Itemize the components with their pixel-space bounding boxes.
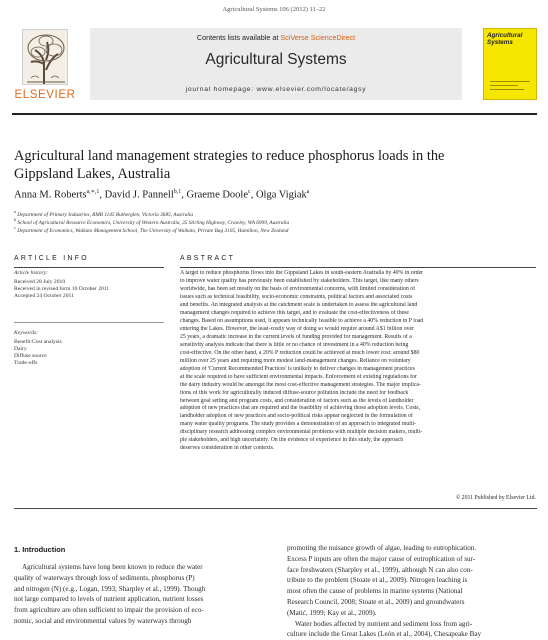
abstract-line: disciplinary research addressing complex environmental problems with multiple decision makers, multi- bbox=[180, 429, 423, 436]
intro-line: Research Council, 2008; Stoate et al., 2009) and groundwaters bbox=[287, 597, 465, 606]
author-affiliation-marks[interactable]: a bbox=[306, 189, 310, 195]
keyword-item: Diffuse source bbox=[14, 353, 47, 359]
intro-left-column bbox=[14, 562, 266, 627]
affiliation-b: $^b$ School of Agricultural Resource Economics, University of Western Australia, 35 Stirling Highway, Crawley, WA 6009, Australia bbox=[14, 217, 290, 226]
abstract-line: sensitivity analysis indicate that there is little or no chance of investment in a 40% reduction being bbox=[180, 341, 409, 348]
article-info-rule bbox=[14, 267, 164, 268]
abstract-line: entering the Lakes. However, the least-costly way of doing so would require around A$1 billion over bbox=[180, 325, 414, 332]
intro-line: nomic, social and environmental values by waterways through bbox=[14, 616, 192, 625]
intro-line: Excess P inputs are often the major cause of eutrophication of sur- bbox=[287, 554, 476, 563]
journal-homepage-line bbox=[90, 86, 462, 93]
abstract-line: changes. Based on assumptions used, it appears technically feasible to achieve a 40% reduction in P load bbox=[180, 317, 424, 324]
header-rule bbox=[12, 113, 537, 115]
cover-title: Agricultural Systems bbox=[487, 32, 523, 46]
intro-line: quality of waterways through loss of sediments, phosphorus (P) bbox=[14, 573, 195, 582]
abstract-line: adoption of new practices that are required and the feasibility of achieving those adoption levels. Costs, bbox=[180, 405, 421, 412]
copyright-notice: © 2011 Published by Elsevier Ltd. bbox=[455, 495, 536, 501]
article-history-label: Article history: bbox=[14, 270, 49, 276]
author-separator: , bbox=[99, 189, 105, 201]
author-name[interactable]: Anna M. Roberts bbox=[14, 189, 87, 201]
abstract-line: 25 years, a dramatic increase in the current levels of funding provided for management. Results of a bbox=[180, 333, 412, 340]
intro-line: Agricultural systems have long been known to reduce the water bbox=[22, 563, 203, 571]
abstract-line: issues such as technical feasibility, socio-economic constraints, political factors and associated costs bbox=[180, 293, 413, 300]
intro-line: most often the cause of problems in marine systems (National bbox=[287, 587, 463, 596]
abstract-line: deserves consideration in other contexts. bbox=[180, 445, 275, 452]
author-name[interactable]: David J. Pannell bbox=[104, 189, 174, 201]
keywords-rule bbox=[14, 322, 164, 323]
cover-pattern-icon bbox=[488, 51, 532, 95]
keyword-item: Trade-offs bbox=[14, 360, 38, 366]
author-affiliation-marks[interactable]: b,1 bbox=[173, 189, 182, 195]
keywords-label: Keywords: bbox=[14, 330, 39, 336]
abstract-line: at the scale required to have sufficient environmental impacts. Enforcement of existing regulations for bbox=[180, 373, 417, 380]
author-affiliation-marks[interactable]: a,∗,1 bbox=[86, 189, 100, 195]
abstract-line: many water quality programs. The study provides a demonstration of an approach to integrated multi- bbox=[180, 421, 417, 428]
elsevier-wordmark: ELSEVIER bbox=[14, 89, 76, 101]
affiliation-a: $^a$ Department of Primary Industries, RMB 1145 Rutherglen, Victoria 3685, Australia bbox=[14, 209, 194, 218]
abstract-line: adoption of 'Current Recommended Practices' is unlikely to deliver changes in management practices bbox=[180, 365, 415, 372]
elsevier-tree-icon bbox=[22, 29, 68, 85]
author-separator: , bbox=[181, 189, 187, 201]
intro-line: not large compared to levels of nutrient application, nutrient losses bbox=[14, 595, 204, 604]
abstract-rule bbox=[180, 267, 536, 268]
intro-line: tribute to the problem (Stoate et al., 2009). Nitrogen leaching is bbox=[287, 576, 468, 585]
intro-line: from agriculture are often sufficient to impair the provision of eco- bbox=[14, 606, 204, 615]
author-list bbox=[14, 188, 309, 201]
elsevier-logo[interactable] bbox=[14, 29, 76, 102]
intro-right-column bbox=[287, 543, 537, 640]
abstract-line: worldwide, has been set mostly on the basis of environmental concerns, with limited consideration of bbox=[180, 285, 416, 292]
abstract-line: A target to reduce phosphorus flows into the Gippsland Lakes in south-eastern Australia by 40% in order bbox=[180, 270, 423, 276]
affiliation-c: $^c$ Department of Economics, Waikato Management School, The University of Waikato, Private Bag 3105, Hamilton, New Zealand bbox=[14, 225, 289, 234]
contents-available-line bbox=[90, 33, 462, 42]
abstract-line: the dairy industry would be amongst the most cost-effective management strategies. The major implica- bbox=[180, 381, 421, 388]
author-separator: , bbox=[250, 189, 256, 201]
journal-citation: Agricultural Systems 106 (2012) 11–22 bbox=[222, 6, 326, 13]
abstract-text bbox=[180, 270, 536, 453]
author-name[interactable]: Graeme Doole bbox=[186, 189, 249, 201]
introduction-heading: 1. Introduction bbox=[14, 545, 66, 554]
abstract-line: between goal setting and program costs, and consideration of factors such as the levels of landholder bbox=[180, 397, 414, 404]
author-name[interactable]: Olga Vigiak bbox=[255, 189, 307, 201]
abstract-line: to improve water quality has previously been established by stakeholders. This target, like many others bbox=[180, 277, 419, 284]
article-info-heading: ARTICLE INFO bbox=[14, 255, 89, 262]
sciencedirect-link[interactable]: SciVerse ScienceDirect bbox=[280, 33, 356, 42]
history-accepted: Accepted 24 October 2011 bbox=[14, 293, 74, 299]
intro-line: (Matić, 1999; Kay et al., 2009). bbox=[287, 608, 377, 617]
abstract-heading: ABSTRACT bbox=[180, 255, 236, 262]
abstract-line: landholder adoption of new practices and socio-political risks appear neglected in the formulation of bbox=[180, 413, 413, 420]
intro-line: face freshwaters (Sharpley et al., 1999), although N can also con- bbox=[287, 565, 473, 574]
paper-title: Agricultural land management strategies to reduce phosphorus loads in the Gippsland Lakes, Australia bbox=[14, 148, 445, 182]
homepage-label: journal homepage: bbox=[185, 86, 254, 93]
abstract-line: tions of this work for agriculturally induced diffuse-source pollution include the need for feedback bbox=[180, 389, 409, 396]
history-revised: Received in revised form 10 October 2011 bbox=[14, 286, 110, 292]
abstract-line: million over 25 years and requiring more modest land-management changes. Reliance on voluntary bbox=[180, 357, 411, 364]
intro-line: culture include the Great Lakes (León et al., 2004), Chesapeake Bay bbox=[287, 630, 482, 639]
keyword-item: Benefit:Cost analysis bbox=[14, 339, 62, 345]
abstract-line: management changes required to achieve this target, and to evaluate the cost-effectiveness of these bbox=[180, 309, 409, 316]
intro-line: promoting the nuisance growth of algae, leading to eutrophication. bbox=[287, 544, 477, 552]
contents-prefix: Contents lists available at bbox=[196, 33, 281, 42]
history-received: Received 28 July 2010 bbox=[14, 279, 66, 285]
intro-line: Water bodies affected by nutrient and sediment loss from agri- bbox=[295, 619, 473, 628]
author-affiliation-marks[interactable]: c bbox=[248, 189, 251, 195]
journal-name: Agricultural Systems bbox=[205, 51, 347, 68]
abstract-line: ple stakeholders, and high uncertainty. On the evidence of experience in this study, the approach bbox=[180, 437, 404, 444]
journal-header bbox=[90, 28, 462, 100]
journal-cover-thumbnail[interactable] bbox=[483, 28, 537, 100]
keyword-item: Dairy bbox=[14, 346, 27, 352]
abstract-line: and benefits. An integrated analysis at the catchment scale is undertaken to assess the agricultural land bbox=[180, 301, 418, 308]
intro-line: and nitrogen (N) (e.g., Logan, 1993; Sharpley et al., 1999). Though bbox=[14, 584, 206, 593]
abstract-bottom-rule bbox=[14, 508, 537, 509]
abstract-line: cost-effective. On the other hand, a 20% P reduction could be achieved at much lower cost: around $80 bbox=[180, 349, 420, 356]
homepage-link[interactable]: www.elsevier.com/locate/agsy bbox=[256, 86, 367, 93]
